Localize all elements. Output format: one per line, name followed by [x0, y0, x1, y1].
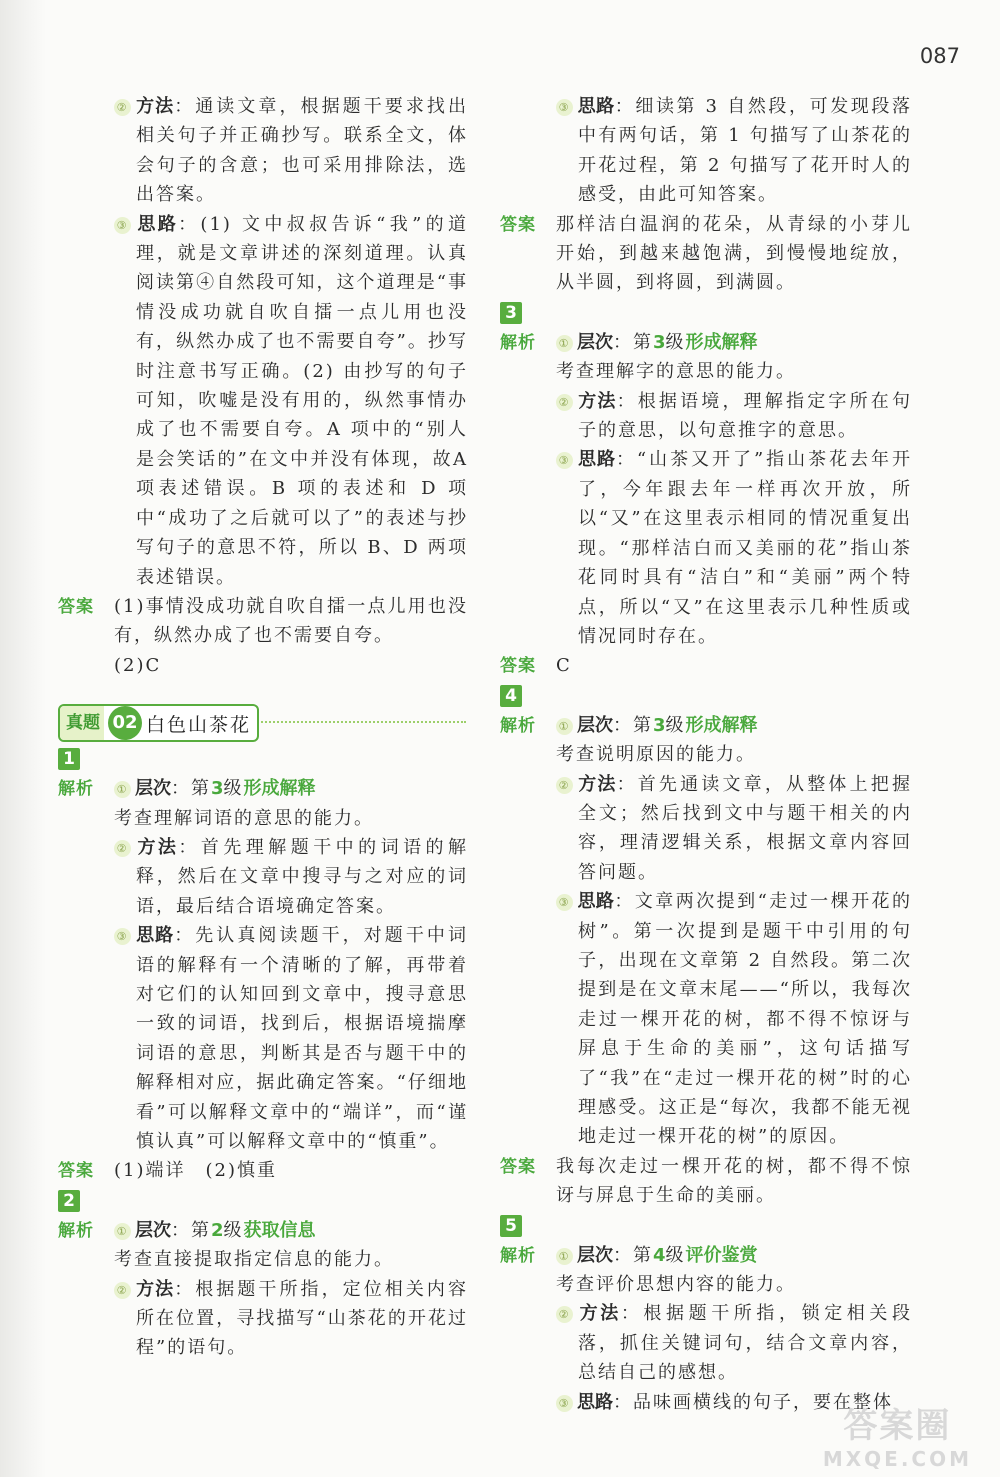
- ability-text: 考查直接提取指定信息的能力。: [114, 1249, 394, 1271]
- level-suffix: 级: [665, 714, 686, 736]
- level-label: 层次: [577, 331, 613, 353]
- thought-para: [114, 921, 468, 1156]
- level-suffix: 级: [223, 1219, 244, 1241]
- step3-marker-icon: ③: [556, 894, 573, 911]
- q3-explanation: [500, 328, 912, 651]
- level-label: 层次: [577, 714, 613, 736]
- step3-marker-icon: ③: [556, 452, 573, 469]
- step1-marker-icon: ①: [114, 1223, 131, 1240]
- answer-line-2: (2)C: [114, 654, 162, 676]
- method-text: ：首先通读文章，从整体上把握全文；然后找到文中与题干相关的内容，理清逻辑关系，根据文章内容回答问题。: [578, 773, 912, 883]
- thought-para: [556, 92, 912, 210]
- right-column: [500, 92, 912, 1417]
- step1-marker-icon: ①: [114, 781, 131, 798]
- question-number-badge: 2: [58, 1190, 80, 1212]
- answer-tag: 答案: [500, 656, 536, 677]
- method-label: 方法: [135, 836, 179, 858]
- level-prefix: ：第: [171, 778, 211, 800]
- question-number-badge: 5: [500, 1215, 522, 1237]
- method-para: [114, 1275, 468, 1363]
- level-para: [556, 328, 912, 357]
- level-para: [114, 1216, 468, 1245]
- level-suffix: 级: [223, 778, 244, 800]
- answer-tag: 答案: [500, 1156, 536, 1177]
- level-para: [114, 774, 468, 803]
- q2-explanation: [58, 1216, 468, 1363]
- level-number: 4: [653, 1244, 666, 1266]
- q4-explanation: [500, 711, 912, 1152]
- explanation-tag: 解析: [500, 715, 536, 736]
- step2-marker-icon: ②: [556, 394, 573, 411]
- thought-text: ：先认真阅读题干，对题干中词语的解释有一个清晰的了解，再带着对它们的认知回到文章中，搜寻意思一致的词语，找到后，根据语境揣摩词语的意思，判断其是否与题干中的解释相对应，据此确定答案。“仔细地看”可以解释文章中的“端详”，而“谨慎认真”可以解释文章中的“慎重”。: [136, 925, 468, 1152]
- thought-text: ：“山茶又开了”指山茶花去年开了，今年跟去年一样再次开放，所以“又”在这里表示相同的情况重复出现。“那样洁白而又美丽的花”指山茶花同时具有“洁白”和“美丽”两个特点，所以“又”在这里表示几种性质或情况同时存在。: [578, 449, 913, 647]
- method-text: ：首先理解题干中的词语的解释，然后在文章中搜寻与之对应的词语，最后结合语境确定答案。: [136, 836, 469, 917]
- method-para: [114, 833, 468, 921]
- method-text: ：根据语境，理解指定字所在句子的意思，以句意推字的意思。: [578, 390, 912, 442]
- level-prefix: ：第: [171, 1219, 211, 1241]
- explanation-tag: 解析: [500, 1245, 536, 1266]
- level-label: 层次: [135, 1219, 171, 1241]
- method-text: ：根据题干所指，锁定相关段落，抓住关键词句，结合文章内容，总结自己的感想。: [578, 1303, 913, 1384]
- step2-marker-icon: ②: [114, 840, 131, 857]
- answer-tag: 答案: [58, 1161, 94, 1182]
- banner-number: 02: [108, 706, 142, 740]
- method-text: ：通读文章，根据题干要求找出相关句子并正确抄写。联系全文，体会句子的含意；也可采用排除法，选出答案。: [136, 96, 468, 206]
- level-prefix: ：第: [613, 331, 653, 353]
- thought-text: ：文章两次提到“走过一棵开花的树”。第一次提到是题干中引用的句子，出现在文章第 2 自然段。第二次提到是在文章末尾——“所以，我每次走过一棵开花的树，都不得不惊讶与屏息于生命的美丽”，这句话描写了“我”在“走过一棵开花的树”时的心理感受。这正是“每次，我都不能无视地走过一棵开花的树”的原因。: [578, 891, 913, 1148]
- thought-label: 思路: [135, 925, 175, 947]
- step1-marker-icon: ①: [556, 718, 573, 735]
- method-label: 方法: [135, 1278, 175, 1300]
- level-label: 层次: [577, 1244, 613, 1266]
- answer-text: 我每次走过一棵开花的树，都不得不惊讶与屏息于生命的美丽。: [556, 1155, 912, 1207]
- watermark-line-2: MXQE.COM: [822, 1447, 972, 1471]
- thought-label: 思路: [135, 213, 179, 235]
- question-number-badge: 3: [500, 302, 522, 324]
- intro-explanation: [58, 92, 468, 592]
- thought-para: [556, 887, 912, 1152]
- answer-tag: 答案: [500, 214, 536, 235]
- level-para: [556, 711, 912, 740]
- method-text: ：根据题干所指，定位相关内容所在位置，寻找描写“山茶花的开花过程”的语句。: [136, 1278, 468, 1359]
- level-number: 3: [653, 714, 666, 736]
- ability-text: 考查理解词语的意思的能力。: [114, 807, 374, 829]
- step1-marker-icon: ①: [556, 1248, 573, 1265]
- step2-marker-icon: ②: [556, 777, 573, 794]
- level-prefix: ：第: [613, 1244, 653, 1266]
- level-name: 形成解释: [685, 714, 758, 736]
- answer-text: 那样洁白温润的花朵，从青绿的小芽儿开始，到越来越饱满，到慢慢地绽放，从半圆，到将圆，到满圆。: [556, 213, 912, 294]
- ability-text: 考查理解字的意思的能力。: [556, 361, 796, 383]
- level-suffix: 级: [665, 331, 686, 353]
- q1-answer: [58, 1156, 468, 1185]
- q3-answer: [500, 651, 912, 680]
- left-column: [58, 92, 468, 1363]
- level-label: 层次: [135, 778, 171, 800]
- watermark-logo: [823, 1398, 972, 1471]
- q2-explanation-cont: [500, 92, 912, 210]
- ability-text: 考查说明原因的能力。: [556, 744, 756, 766]
- ability-text: 考查评价思想内容的能力。: [556, 1274, 796, 1296]
- method-para: [556, 387, 912, 446]
- binding-edge-shadow: [0, 0, 46, 1477]
- thought-text: ：品味画横线的句子，要在整体: [613, 1391, 893, 1413]
- step3-marker-icon: ③: [114, 217, 131, 234]
- thought-para: [556, 445, 912, 651]
- explanation-tag: 解析: [500, 332, 536, 353]
- step3-marker-icon: ③: [556, 1395, 573, 1412]
- explanation-tag: 解析: [58, 779, 94, 800]
- q2-answer: [500, 210, 912, 298]
- answer-text: (1)端详 (2)慎重: [114, 1160, 277, 1182]
- watermark-line-1: 答案圈: [843, 1406, 952, 1446]
- answer-text: C: [556, 655, 572, 677]
- level-prefix: ：第: [613, 714, 653, 736]
- level-number: 2: [211, 1219, 224, 1241]
- step3-marker-icon: ③: [114, 928, 131, 945]
- level-suffix: 级: [665, 1244, 686, 1266]
- step1-marker-icon: ①: [556, 335, 573, 352]
- method-para: [556, 1299, 912, 1387]
- method-label: 方法: [577, 773, 617, 795]
- q5-explanation: [500, 1241, 912, 1417]
- step2-marker-icon: ②: [556, 1306, 573, 1323]
- thought-text: ：(1) 文中叔叔告诉“我”的道理，就是文章讲述的深刻道理。认真阅读第④自然段可知，这个道理是“事情没成功就自吹自擂一点儿用也没有，纵然办成了也不需要自夸”。抄写时注意书写正确。(2) 由抄写的句子可知，吹嘘是没有用的，纵然事情办成了也不需要自夸。A 项中的“别人是会笑话的”在文中并没有体现，故A项表述错误。B 项的表述和 D 项中“成功了之后就可以了”的表述与抄写句子的意思不符，所以 B、D 两项表述错误。: [136, 213, 469, 588]
- step3-marker-icon: ③: [556, 99, 573, 116]
- answer-tag: 答案: [58, 596, 94, 617]
- banner-title: 白色山茶花: [146, 713, 252, 736]
- section-banner: [58, 702, 468, 742]
- banner-tag: 真题: [60, 706, 104, 740]
- thought-label: 思路: [577, 449, 616, 471]
- page-number: 087: [919, 44, 960, 68]
- level-name: 评价鉴赏: [685, 1244, 758, 1266]
- question-number-badge: 4: [500, 685, 522, 707]
- thought-para: [114, 210, 468, 592]
- method-para: [114, 92, 468, 210]
- question-number-badge: 1: [58, 748, 80, 770]
- intro-answer: [58, 592, 468, 680]
- thought-text: ：细读第 3 自然段，可发现段落中有两句话，第 1 句描写了山茶花的开花过程，第 2 句描写了花开时人的感受，由此可知答案。: [578, 96, 912, 206]
- level-name: 形成解释: [685, 331, 758, 353]
- q4-answer: [500, 1152, 912, 1211]
- step2-marker-icon: ②: [114, 99, 131, 116]
- thought-label: 思路: [577, 96, 615, 117]
- thought-label: 思路: [577, 1391, 613, 1413]
- method-label: 方法: [577, 390, 617, 412]
- step2-marker-icon: ②: [114, 1282, 131, 1299]
- level-number: 3: [653, 331, 666, 353]
- level-name: 形成解释: [243, 778, 316, 800]
- level-number: 3: [211, 778, 224, 800]
- q1-explanation: [58, 774, 468, 1156]
- method-para: [556, 770, 912, 888]
- answer-line-1: (1)事情没成功就自吹自擂一点儿用也没有，纵然办成了也不需要自夸。: [114, 595, 468, 647]
- method-label: 方法: [577, 1303, 621, 1325]
- method-label: 方法: [135, 96, 175, 117]
- explanation-tag: 解析: [58, 1220, 94, 1241]
- thought-label: 思路: [577, 891, 615, 913]
- level-name: 获取信息: [243, 1219, 316, 1241]
- banner-box: [58, 704, 259, 742]
- level-para: [556, 1241, 912, 1270]
